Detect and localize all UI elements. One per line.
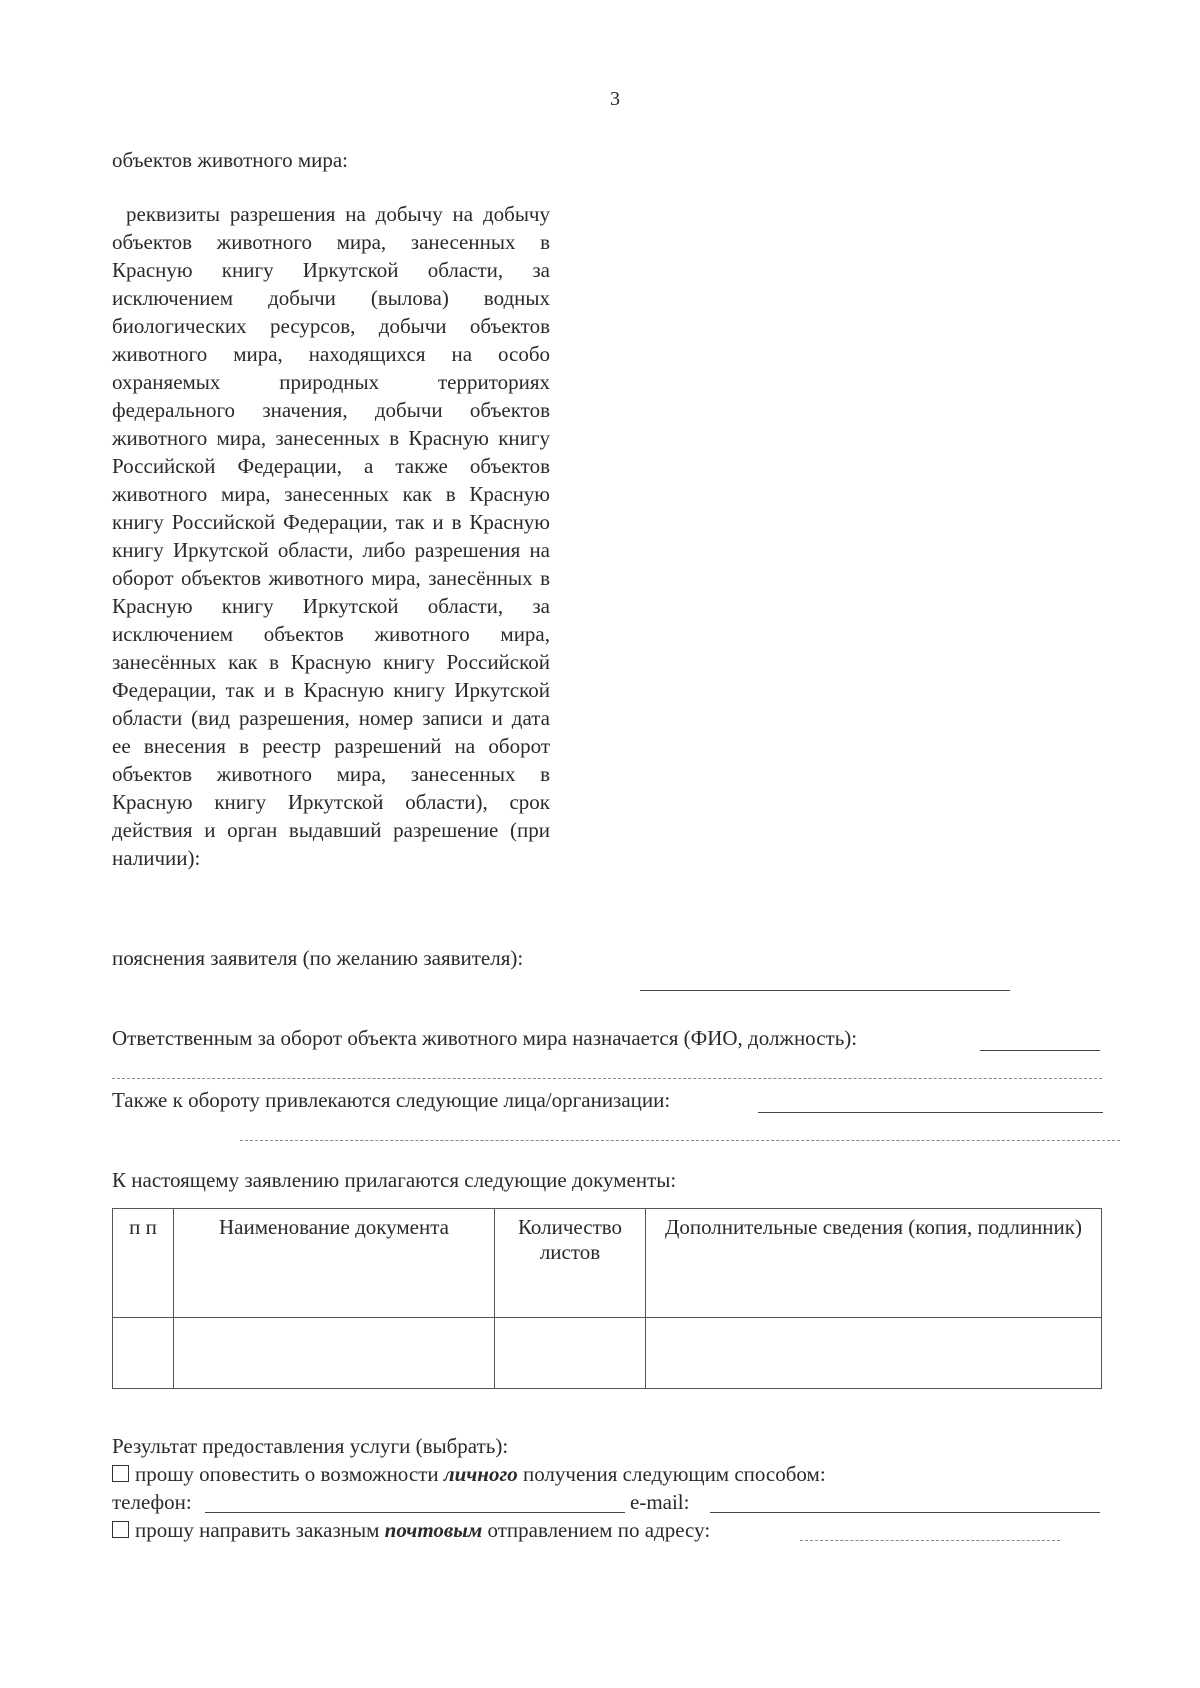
email-field[interactable]: [710, 1512, 1100, 1513]
column-header-additional-info: Дополнительные сведения (копия, подлинник): [646, 1209, 1102, 1318]
column-header-sheet-count: Количество листов: [495, 1209, 646, 1318]
involved-label: Также к обороту привлекаются следующие лица/организации:: [112, 1088, 671, 1112]
table-cell-sheet-count[interactable]: [495, 1318, 646, 1389]
personal-pickup-checkbox[interactable]: [112, 1465, 129, 1482]
option1-text-before: прошу оповестить о возможности: [135, 1462, 444, 1486]
requisites-paragraph: реквизиты разрешения на добычу на добычу объектов животного мира, занесенных в Красную книгу Иркутской области, за исключением добычи (вылова) водных биологических ресурсов, добычи объектов животного мира, находящихся на особо охраняемых природных территориях федерального значения, добычи объектов животного мира, занесенных в Красную книгу Российской Федерации, а также объектов животного мира, занесенных как в Красную книгу Российской Федерации, так и в Красную книгу Иркутской области, либо разрешения на оборот объектов животного мира, занесённых в Красную книгу Иркутской области, за исключением объектов животного мира, занесённых как в Красную книгу Российской Федерации, так и в Красную книгу Иркутской области (вид разрешения, номер записи и дата ее внесения в реестр разрешений на оборот объектов животного мира, занесенных в Красную книгу Иркутской области), срок действия и орган выдавший разрешение (при наличии):: [112, 202, 550, 870]
explanations-label: пояснения заявителя (по желанию заявителя):: [112, 946, 524, 970]
option1-text-after: получения следующим способом:: [517, 1462, 826, 1486]
result-option-postal: [112, 1518, 710, 1543]
responsible-label: Ответственным за оборот объекта животного мира назначается (ФИО, должность):: [112, 1026, 858, 1050]
involved-field-line2[interactable]: [240, 1140, 1120, 1141]
table-row: [113, 1318, 1102, 1389]
phone-field[interactable]: [205, 1512, 625, 1513]
intro-line: объектов животного мира:: [112, 148, 349, 172]
table-cell-additional-info[interactable]: [646, 1318, 1102, 1389]
documents-table: [112, 1208, 1102, 1389]
email-label: e-mail:: [630, 1490, 690, 1514]
result-option-personal: [112, 1462, 826, 1487]
address-field[interactable]: [800, 1540, 1060, 1541]
postal-delivery-checkbox[interactable]: [112, 1521, 129, 1538]
option2-text-before: прошу направить заказным: [135, 1518, 385, 1542]
table-cell-document-name[interactable]: [174, 1318, 495, 1389]
responsible-field-line2[interactable]: [112, 1078, 1102, 1079]
explanations-field[interactable]: [640, 990, 1010, 991]
column-header-number: п п: [113, 1209, 174, 1318]
table-cell-number[interactable]: [113, 1318, 174, 1389]
option2-emphasis: почтовым: [384, 1518, 483, 1542]
option1-emphasis: личного: [443, 1462, 518, 1486]
column-header-document-name: Наименование документа: [174, 1209, 495, 1318]
involved-field[interactable]: [758, 1112, 1103, 1113]
phone-label: телефон:: [112, 1490, 192, 1514]
table-header-row: [113, 1209, 1102, 1318]
responsible-field[interactable]: [980, 1050, 1100, 1051]
attached-documents-label: К настоящему заявлению прилагаются следующие документы:: [112, 1168, 677, 1192]
result-label: Результат предоставления услуги (выбрать):: [112, 1434, 509, 1458]
option2-text-after: отправлением по адресу:: [482, 1518, 711, 1542]
page-number: 3: [610, 88, 620, 110]
